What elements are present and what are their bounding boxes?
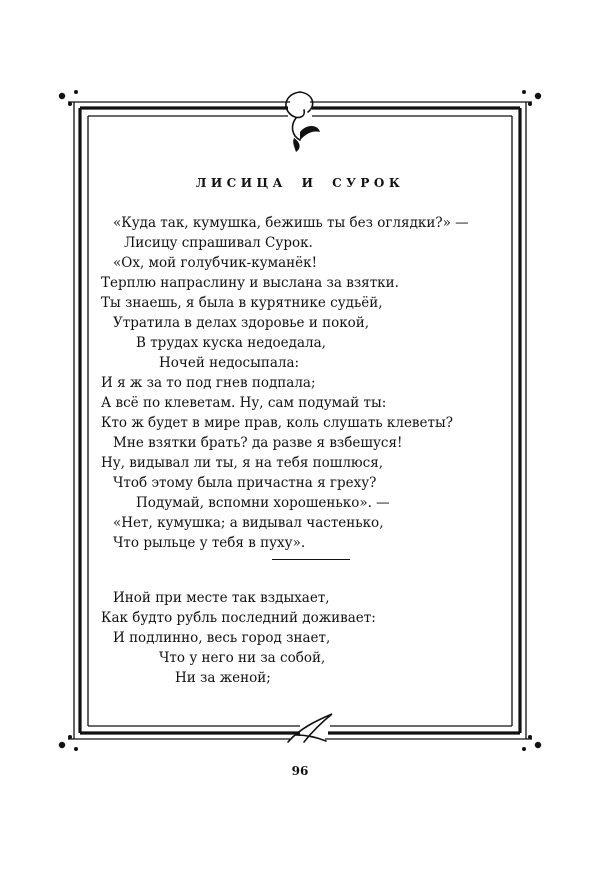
verse-line: Что рыльце у тебя в пуху». <box>113 535 306 551</box>
verse-line: Ну, видывал ли ты, я на тебя пошлюся, <box>101 455 384 471</box>
verse-line: «Ох, мой голубчик-куманёк! <box>113 255 317 271</box>
verse-line: Подумай, вспомни хорошенько». — <box>136 495 390 511</box>
verse-line: Иной при месте так вздыхает, <box>113 590 330 606</box>
page-number: 96 <box>291 764 309 778</box>
verse-line: Утратила в делах здоровье и покой, <box>113 315 370 331</box>
poem-title: ЛИСИЦА И СУРОК <box>195 176 405 190</box>
verse-line: «Нет, кумушка; а видывал частенько, <box>113 515 384 531</box>
verse-line: Лисицу спрашивал Сурок. <box>124 235 313 251</box>
section-divider <box>272 559 350 560</box>
verse-line: Ни за женой; <box>175 670 271 686</box>
verse-line: Кто ж будет в мире прав, коль слушать клеветы? <box>101 415 453 431</box>
verse-line: Что у него ни за собой, <box>159 650 326 666</box>
verse-line: Мне взятки брать? да разве я взбешуся! <box>113 435 403 451</box>
verse-line: «Куда так, кумушка, бежишь ты без оглядки?» — <box>113 215 469 231</box>
verse-line: Как будто рубль последний доживает: <box>101 610 376 626</box>
verse-line: В трудах куска недоедала, <box>136 335 326 351</box>
verse-line: Ты знаешь, я была в курятнике судьёй, <box>101 295 383 311</box>
verse-line: Терплю напраслину и выслана за взятки. <box>101 275 399 291</box>
verse-line: Чтоб этому была причастна я греху? <box>113 475 377 491</box>
verse-line: И подлинно, весь город знает, <box>113 630 331 646</box>
verse-line: А всё по клеветам. Ну, сам подумай ты: <box>101 395 387 411</box>
verse-line: И я ж за то под гнев подпала; <box>101 375 316 391</box>
verse-line: Ночей недосыпала: <box>159 355 300 371</box>
